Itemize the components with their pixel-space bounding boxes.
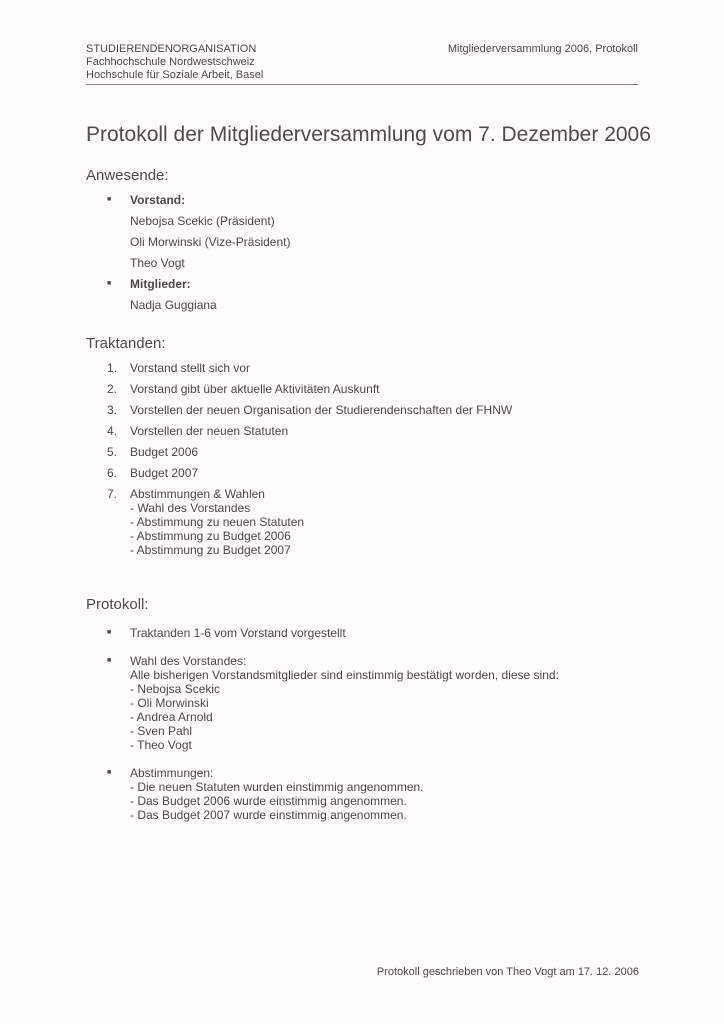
bullet-square-icon: ■ (107, 657, 112, 664)
page-header (86, 43, 638, 85)
item-text: Abstimmungen: - Die neuen Statuten wurden einstimmig angenommen. - Das Budget 2006 wurde einstimmig angenommen. - Das Budget 2007 wurde einstimmig angenommen. (130, 766, 424, 822)
header-faculty: Hochschule für Soziale Arbeit, Basel (86, 69, 264, 81)
item-text: Vorstand stellt sich vor (130, 361, 251, 375)
item-text: Abstimmungen & Wahlen - Wahl des Vorstandes - Abstimmung zu neuen Statuten - Abstimmung zu Budget 2006 - Abstimmung zu Budget 2007 (130, 487, 305, 557)
bullet-square-icon: ■ (107, 196, 112, 203)
item-text: Vorstellen der neuen Organisation der Studierendenschaften der FHNW (130, 403, 513, 417)
bullet-square-icon: ■ (107, 629, 112, 636)
anwesende-heading: Anwesende: (86, 167, 169, 184)
item-text: Budget 2007 (130, 466, 199, 480)
header-school: Fachhochschule Nordwestschweiz (86, 56, 255, 68)
item-text: Budget 2006 (130, 445, 199, 459)
item-number: 2. (107, 382, 118, 396)
item-text: Traktanden 1-6 vom Vorstand vorgestellt (130, 626, 346, 640)
item-text: Vorstellen der neuen Statuten (130, 424, 289, 438)
mitglied: Nadja Guggiana (130, 298, 217, 312)
vorstand-member: Oli Morwinski (Vize-Präsident) (130, 235, 291, 249)
item-text: Wahl des Vorstandes: Alle bisherigen Vorstandsmitglieder sind einstimmig bestätigt worden, diese sind: - Nebojsa Scekic - Oli Morwinski - Andrea Arnold - Sven Pahl - Theo Vogt (130, 654, 559, 752)
item-number: 6. (107, 466, 118, 480)
vorstand-label: Vorstand: (130, 193, 186, 207)
header-doc-label: Mitgliederversammlung 2006, Protokoll (447, 43, 638, 55)
bullet-square-icon: ■ (107, 280, 112, 287)
page-footer: Protokoll geschrieben von Theo Vogt am 17. 12. 2006 (376, 966, 639, 978)
item-text: Vorstand gibt über aktuelle Aktivitäten Auskunft (130, 382, 380, 396)
traktanden-heading: Traktanden: (86, 335, 166, 352)
item-number: 4. (107, 424, 118, 438)
vorstand-member: Theo Vogt (130, 256, 185, 270)
bullet-square-icon: ■ (107, 769, 112, 776)
header-org: STUDIERENDENORGANISATION (86, 43, 257, 55)
item-number: 7. (107, 487, 118, 501)
item-number: 5. (107, 445, 118, 459)
item-number: 3. (107, 403, 118, 417)
document-title: Protokoll der Mitgliederversammlung vom 7. Dezember 2006 (86, 123, 651, 146)
mitglieder-label: Mitglieder: (130, 277, 191, 291)
protokoll-heading: Protokoll: (86, 596, 149, 613)
item-number: 1. (107, 361, 118, 375)
vorstand-member: Nebojsa Scekic (Präsident) (130, 214, 275, 228)
